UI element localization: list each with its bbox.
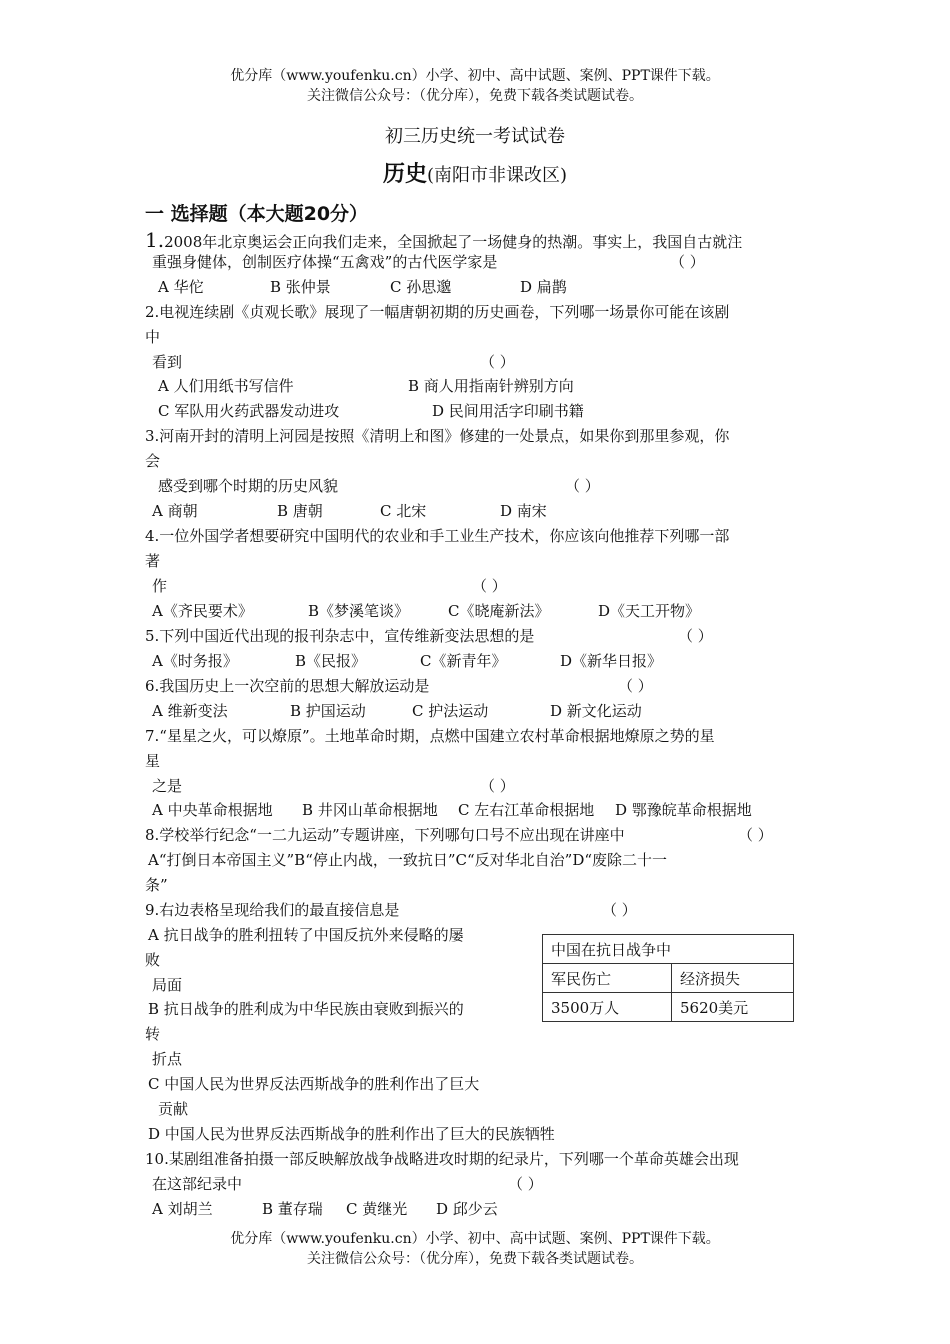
question-10-line-2: 在这部纪录中 — [152, 1175, 243, 1193]
question-2-option-a[interactable]: A 人们用纸书写信件 — [158, 377, 294, 395]
question-2-option-c[interactable]: C 军队用火药武器发动进攻 — [158, 402, 340, 420]
question-7-option-a[interactable]: A 中央革命根据地 — [152, 801, 273, 819]
question-3-option-a[interactable]: A 商朝 — [152, 502, 198, 520]
question-9-option-b-cont-1: 转 — [145, 1025, 161, 1043]
question-4-option-a[interactable]: A《齐民要术》 — [152, 602, 253, 620]
question-6-option-b[interactable]: B 护国运动 — [290, 702, 366, 720]
question-1-option-c[interactable]: C 孙思邈 — [390, 278, 452, 296]
question-5-answer-blank[interactable]: （ ） — [678, 627, 713, 645]
table-caption: 中国在抗日战争中 — [543, 935, 794, 964]
question-8-line-1: 8.学校举行纪念“一二九运动”专题讲座，下列哪句口号不应出现在讲座中 — [145, 826, 625, 844]
question-6-option-d[interactable]: D 新文化运动 — [550, 702, 642, 720]
question-4-line-1: 4.一位外国学者想要研究中国明代的农业和手工业生产技术，你应该向他推荐下列哪一部 — [145, 527, 730, 545]
question-4-answer-blank[interactable]: （ ） — [472, 577, 507, 595]
question-1-number: 1. — [145, 228, 165, 252]
question-1-line-2: 重强身健体，创制医疗体操“五禽戏”的古代医学家是 — [152, 253, 498, 271]
question-6-option-c[interactable]: C 护法运动 — [412, 702, 489, 720]
question-4-option-b[interactable]: B《梦溪笔谈》 — [308, 602, 410, 620]
question-5-option-d[interactable]: D《新华日报》 — [560, 652, 663, 670]
question-9-line-1: 9.右边表格呈现给我们的最直接信息是 — [145, 901, 400, 919]
question-10-option-d[interactable]: D 邱少云 — [436, 1200, 498, 1218]
footer-line-2: 关注微信公众号：（优分库），免费下载各类试题试卷。 — [307, 1251, 643, 1267]
question-6-answer-blank[interactable]: （ ） — [618, 677, 653, 695]
question-8-options-tail: 条” — [145, 876, 168, 894]
question-3-line-2: 会 — [145, 452, 161, 470]
question-5-option-a[interactable]: A《时务报》 — [152, 652, 238, 670]
table-row — [543, 935, 794, 964]
question-4-option-d[interactable]: D《天工开物》 — [598, 602, 701, 620]
question-2-line-2: 中 — [145, 328, 161, 346]
question-10-answer-blank[interactable]: （ ） — [508, 1175, 543, 1193]
question-9-option-a-cont-1: 败 — [145, 951, 161, 969]
question-4-line-2: 著 — [145, 552, 161, 570]
question-9-answer-blank[interactable]: （ ） — [602, 901, 637, 919]
question-7-answer-blank[interactable]: （ ） — [480, 777, 515, 795]
question-10-option-c[interactable]: C 黄继光 — [346, 1200, 408, 1218]
footer-line-1: 优分库（www.youfenku.cn）小学、初中、高中试题、案例、PPT课件下载。 — [230, 1231, 720, 1247]
question-2-line-3: 看到 — [152, 353, 183, 371]
question-4-line-3: 作 — [152, 577, 168, 595]
question-5-option-c[interactable]: C《新青年》 — [420, 652, 507, 670]
question-2-option-d[interactable]: D 民间用活字印刷书籍 — [432, 402, 584, 420]
question-6-line-1: 6.我国历史上一次空前的思想大解放运动是 — [145, 677, 430, 695]
question-7-line-2: 星 — [145, 752, 161, 770]
question-3-option-c[interactable]: C 北宋 — [380, 502, 427, 520]
subject-title — [0, 162, 950, 189]
question-10-option-b[interactable]: B 董存瑞 — [262, 1200, 323, 1218]
question-4-option-c[interactable]: C《晓庵新法》 — [448, 602, 550, 620]
question-8-answer-blank[interactable]: （ ） — [738, 826, 773, 844]
question-9-option-b-cont-2: 折点 — [152, 1050, 183, 1068]
exam-title: 初三历史统一考试试卷 — [385, 126, 565, 147]
question-1-text: 2008年北京奥运会正向我们走来，全国掀起了一场健身的热潮。事实上，我国自古就注 — [164, 233, 743, 251]
question-9-option-a[interactable]: A 抗日战争的胜利扭转了中国反抗外来侵略的屡 — [148, 926, 464, 944]
question-3-answer-blank[interactable]: （ ） — [565, 477, 600, 495]
question-7-line-1: 7.“星星之火，可以燎原”。土地革命时期，点燃中国建立农村革命根据地燎原之势的星 — [145, 727, 715, 745]
header-line-2: 关注微信公众号：（优分库），免费下载各类试题试卷。 — [307, 88, 643, 104]
question-2-line-1: 2.电视连续剧《贞观长歌》展现了一幅唐朝初期的历史画卷，下列哪一场景你可能在该剧 — [145, 303, 730, 321]
question-2-answer-blank[interactable]: （ ） — [480, 353, 515, 371]
question-8-options[interactable]: A“打倒日本帝国主义”B“停止内战，一致抗日”C“反对华北自治”D“废除二十一 — [148, 851, 668, 869]
question-7-option-c[interactable]: C 左右江革命根据地 — [458, 801, 595, 819]
question-1-option-d[interactable]: D 扁鹊 — [520, 278, 567, 296]
question-3-line-3: 感受到哪个时期的历史风貌 — [158, 477, 339, 495]
question-5-line-1: 5.下列中国近代出现的报刊杂志中，宣传维新变法思想的是 — [145, 627, 535, 645]
question-1-option-b[interactable]: B 张仲景 — [270, 278, 331, 296]
table-cell-casualties: 3500万人 — [543, 993, 672, 1022]
question-1-line-1 — [145, 230, 742, 252]
section-heading: 一 选择题（本大题20分） — [145, 203, 369, 225]
question-7-option-d[interactable]: D 鄂豫皖革命根据地 — [615, 801, 752, 819]
question-6-option-a[interactable]: A 维新变法 — [152, 702, 228, 720]
question-3-option-d[interactable]: D 南宋 — [500, 502, 547, 520]
question-1-answer-blank[interactable]: （ ） — [670, 253, 705, 271]
war-loss-table — [542, 934, 794, 1022]
question-10-option-a[interactable]: A 刘胡兰 — [152, 1200, 213, 1218]
question-5-option-b[interactable]: B《民报》 — [295, 652, 367, 670]
question-10-line-1: 10.某剧组准备拍摄一部反映解放战争战略进攻时期的纪录片，下列哪一个革命英雄会出现 — [145, 1150, 739, 1168]
subject-name: 历史 — [382, 162, 427, 187]
question-9-option-a-cont-2: 局面 — [152, 976, 183, 994]
question-2-option-b[interactable]: B 商人用指南针辨别方向 — [408, 377, 574, 395]
header-line-1: 优分库（www.youfenku.cn）小学、初中、高中试题、案例、PPT课件下载。 — [230, 68, 720, 84]
question-9-option-d[interactable]: D 中国人民为世界反法西斯战争的胜利作出了巨大的民族牺牲 — [148, 1125, 555, 1143]
question-7-line-3: 之是 — [152, 777, 183, 795]
question-9-option-c-cont: 贡献 — [158, 1100, 189, 1118]
table-cell-economic-loss: 5620美元 — [672, 993, 794, 1022]
subject-region: (南阳市非课改区) — [426, 165, 568, 186]
question-3-line-1: 3.河南开封的清明上河园是按照《清明上和图》修建的一处景点，如果你到那里参观，你 — [145, 427, 730, 445]
table-row — [543, 964, 794, 993]
table-header-casualties: 军民伤亡 — [543, 964, 672, 993]
question-9-option-c[interactable]: C 中国人民为世界反法西斯战争的胜利作出了巨大 — [148, 1075, 480, 1093]
question-7-option-b[interactable]: B 井冈山革命根据地 — [302, 801, 438, 819]
table-row — [543, 993, 794, 1022]
question-3-option-b[interactable]: B 唐朝 — [277, 502, 323, 520]
table-header-economic-loss: 经济损失 — [672, 964, 794, 993]
question-1-option-a[interactable]: A 华佗 — [158, 278, 204, 296]
question-9-option-b[interactable]: B 抗日战争的胜利成为中华民族由衰败到振兴的 — [148, 1000, 464, 1018]
